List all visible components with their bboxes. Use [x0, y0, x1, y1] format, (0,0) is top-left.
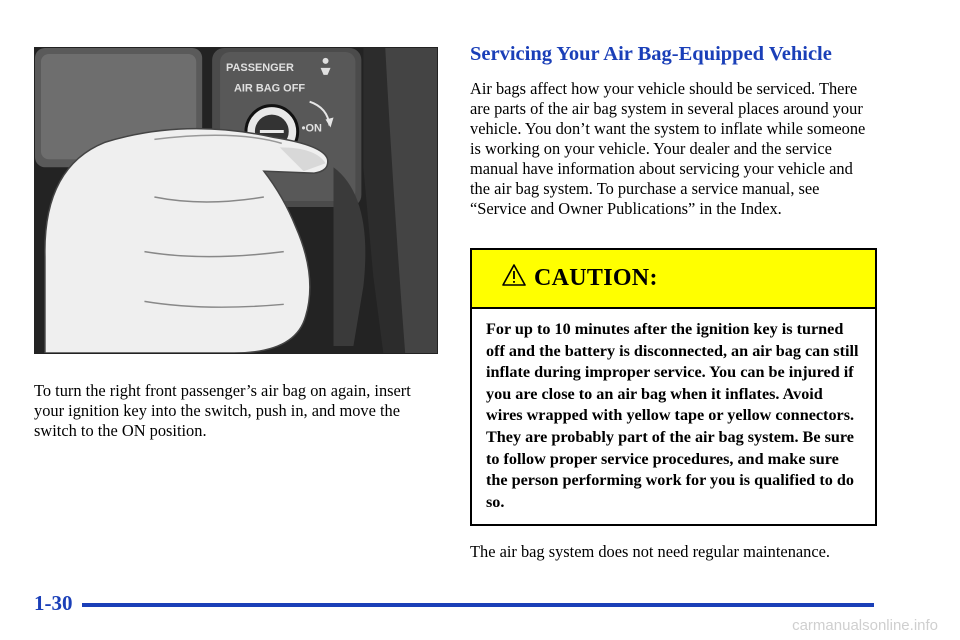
caution-box: [470, 248, 877, 526]
on-label: •ON: [301, 122, 322, 135]
airbag-off-label: AIR BAG OFF: [234, 82, 306, 95]
airbag-switch-illustration: [34, 47, 438, 354]
page-number: 1-30: [34, 591, 73, 615]
passenger-label: PASSENGER: [226, 61, 294, 74]
watermark: carmanualsonline.info: [792, 617, 938, 634]
footer-rule: [82, 603, 874, 607]
caution-header: [472, 250, 875, 309]
maintenance-paragraph: The air bag system does not need regular maintenance.: [470, 542, 831, 561]
left-instruction-paragraph: To turn the right front passenger’s air bag on again, insert your ignition key into the switch, push in, and move the switch to the ON position.: [34, 381, 411, 440]
caution-body: For up to 10 minutes after the ignition key is turned off and the battery is disconnected, an air bag can still inflate during improper service. You can be injured if you are close to an air bag when it inflates. Avoid wires wrapped with yellow tape or yellow connectors. They are probably part of the air bag system. Be sure to follow proper service procedures, and make sure the person performing work for you is qualified to do so.: [486, 320, 859, 511]
hand-turning-key-drawing: [35, 48, 437, 353]
section-title: Servicing Your Air Bag-Equipped Vehicle: [470, 43, 832, 65]
caution-title: CAUTION:: [534, 265, 658, 291]
servicing-paragraph: Air bags affect how your vehicle should be serviced. There are parts of the air bag system in several places around your vehicle. You don’t want the system to inflate while someone is working on your vehicle. Your dealer and the service manual have information about servicing your vehicle and the air bag system. To purchase a service manual, see “Service and Owner Publications” in the Index.: [470, 79, 866, 218]
warning-triangle-icon: [502, 264, 526, 286]
